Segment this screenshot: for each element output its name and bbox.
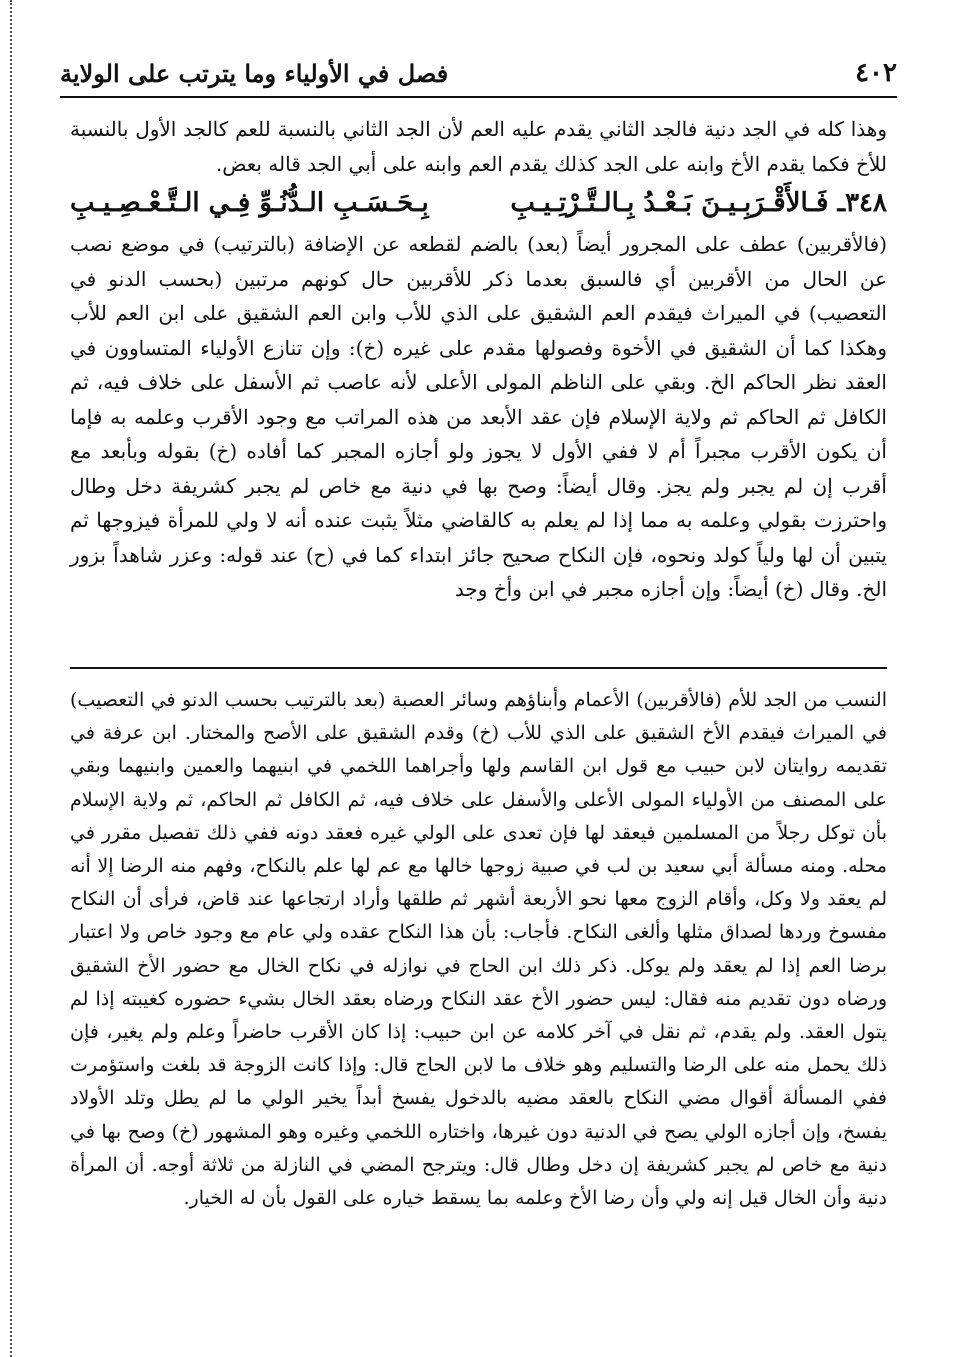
verse-first-hemistich: ٣٤٨ـ فَـالأَقْـرَبِـيـنَ بَـعْـدُ بِـالـتَّـرْتِـيـبِ xyxy=(510,188,887,218)
footnote-section xyxy=(70,684,887,1215)
running-title: فصل في الأولياء وما يترتب على الولاية xyxy=(60,58,449,88)
footnote-paragraph: النسب من الجد للأم (فالأقربين) الأعمام وأبناؤهم وسائر العصبة (بعد بالترتيب بحسب الدنو في التعصيب) في الميراث فيقدم الأخ الشقيق على الذي للأب (خ) وقدم الشقيق على الأصح والمختار. ابن عرفة في تقديمه روايتان لابن حبيب مع قول ابن القاسم ولها وأجراهما اللخمي في ابنيهما والعمين وابنيهما وبقي على المصنف من الأولياء المولى الأعلى والأسفل على خلاف فيه، ثم الكافل ثم الحاكم، ثم ولاية الإسلام بأن توكل رجلاً من المسلمين فيعقد لها فإن تعدى على الولي غيره فعقد دونه ففي ذلك تفصيل مقرر في محله. ومنه مسألة أبي سعيد بن لب في صبية زوجها خالها مع عم لها علم بالنكاح، وفهم منه الرضا إلا أنه لم يعقد ولا وكل، وأقام الزوج معها نحو الأربعة أشهر ثم طلقها وأراد ارتجاعها عند قاض، فرأى أن النكاح مفسوخ وردها لصداق مثلها وألغى النكاح. فأجاب: بأن هذا النكاح عقده ولي عام مع وجود خاص ولا اعتبار برضا العم إذا لم يعقد ولم يوكل. ذكر ذلك ابن الحاج في نوازله في نكاح الخال مع حضور الأخ الشقيق ورضاه دون تقديم منه فقال: ليس حضور الأخ عقد النكاح ورضاه بعقد الخال بشيء حضوره كغيبته إذا لم يتول العقد. ولم يقدم، ثم نقل في آخر كلامه عن ابن حبيب: إذا كان الأقرب حاضراً وعلم ولم يغير، فإن ذلك يحمل منه على الرضا والتسليم وهو خلاف ما لابن الحاج قال: وإذا كانت الزوجة قد بلغت واستؤمرت ففي المسألة أقوال مضي النكاح بالعقد مضيه بالدخول يفسخ أبداً يخير الولي ما لم يطل وتلد الأولاد يفسخ، وإن أجازه الولي يصح في الدنية دون غيرها، واختاره اللخمي وغيره وهو المشهور (خ) وصح بها في دنية مع خاص لم يجبر كشريفة إن دخل وطال قال: ويترجح المضي في النازلة من ثلاثة أوجه. أن المرأة دنية وأن الخال قيل إنه ولي وأن رضا الأخ وعلمه بما يسقط خياره على القول بأن له الخيار. xyxy=(70,689,887,1210)
main-text xyxy=(70,112,887,607)
page-header xyxy=(60,50,897,98)
page-number: ٤٠٢ xyxy=(855,58,897,88)
footnote-separator xyxy=(70,667,887,669)
verse-second-hemistich: بِـحَـسَـبِ الـدُّنُـوِّ فِـي الـتَّـعْـصِـيـبِ xyxy=(70,188,429,218)
verse-line xyxy=(70,183,887,223)
intro-paragraph: وهذا كله في الجد دنية فالجد الثاني يقدم عليه العم لأن الجد الثاني بالنسبة للعم كالجد الأول بالنسبة للأخ فكما يقدم الأخ وابنه على الجد كذلك يقدم العم وابنه على أبي الجد قاله بعض. xyxy=(70,117,887,176)
commentary-paragraph: (فالأقربين) عطف على المجرور أيضاً (بعد) بالضم لقطعه عن الإضافة (بالترتيب) في موضع نصب عن الحال من الأقربين أي فالسبق بعدما ذكر للأقربين حال كونهم مرتبين (بحسب الدنو في التعصيب) في الميراث فيقدم العم الشقيق على الذي للأب وابن العم الشقيق على ابن العم للأب وهكذا كما أن الشقيق في الأخوة وفصولها مقدم على غيره (خ): وإن تنازع الأولياء المتساوون في العقد نظر الحاكم الخ. وبقي على الناظم المولى الأعلى لأنه عاصب ثم الأسفل على خلاف فيه، ثم الكافل ثم الحاكم ثم ولاية الإسلام فإن عقد الأبعد من هذه المراتب مع وجود الأقرب وعلمه به فإما أن يكون الأقرب مجبراً أم لا ففي الأول لا يجوز ولو أجازه المجبر كما أفاده (خ) بقوله وبأبعد مع أقرب إن لم يجبر ولم يجز. وقال أيضاً: وصح بها في دنية مع خاص لم يجبر كشريفة دخل وطال واحترزت بقولي وعلمه به مما إذا لم يعلم به كالقاضي مثلاً يثبت عنده أنه لا ولي للمرأة فيزوجها ثم يتبين أن لها ولياً كولد ونحوه، فإن النكاح صحيح جائز ابتداء كما في (ح) عند قوله: وعزر شاهداً بزور الخ. وقال (خ) أيضاً: وإن أجازه مجبر في ابن وأخ وجد xyxy=(70,232,887,601)
scan-edge-line xyxy=(10,0,14,1357)
